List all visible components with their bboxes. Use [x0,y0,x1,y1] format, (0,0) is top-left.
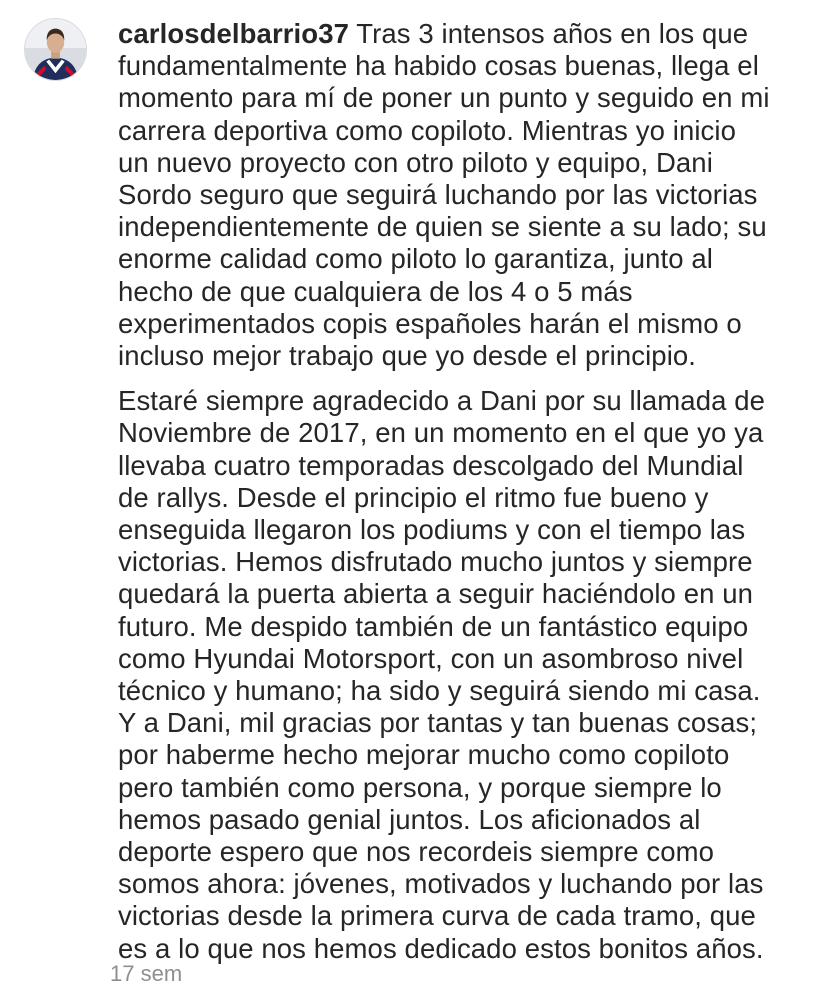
caption-line: fundamentalmente ha habido cosas buenas, llega el [118,50,759,82]
caption-line: Sordo seguro que seguirá luchando por las victorias [118,179,758,211]
caption-line: deporte espero que nos recordeis siempre como [118,836,715,868]
caption-line [118,18,808,50]
caption-line: Y a Dani, mil gracias por tantas y tan buenas cosas; [118,707,758,739]
caption-line: un nuevo proyecto con otro piloto y equipo, Dani [118,146,713,178]
avatar[interactable] [24,18,87,81]
caption-line: experimentados copis españoles harán el mismo o [118,307,742,339]
caption-line: es a lo que nos hemos dedicado estos bonitos años. [118,932,764,964]
caption-line: hecho de que cualquiera de los 4 o 5 más [118,275,633,307]
caption-line: victorias desde la primera curva de cada tramo, que [118,900,756,932]
username-link[interactable]: carlosdelbarrio37 [118,18,349,49]
caption-line: momento para mí de poner un punto y seguido en mi [118,82,770,114]
caption-line: futuro. Me despido también de un fantástico equipo [118,610,749,642]
caption-line: carrera deportiva como copiloto. Mientras yo inicio [118,114,737,146]
caption-line: independientemente de quien se siente a su lado; su [118,211,767,243]
caption-line: hemos pasado genial juntos. Los aficionados al [118,803,701,835]
caption-line: enseguida llegaron los podiums y con el tiempo las [118,514,746,546]
caption-line: quedará la puerta abierta a seguir haciéndolo en un [118,578,754,610]
caption-line-text: Tras 3 intensos años en los que [348,18,749,49]
caption-line: enorme calidad como piloto lo garantiza, junto al [118,243,713,275]
caption-line: técnico y humano; ha sido y seguirá siendo mi casa. [118,675,761,707]
caption-paragraph-2 [118,385,808,965]
post-timestamp: 17 sem [110,961,183,986]
profile-photo-icon [25,19,86,80]
caption-line: incluso mejor trabajo que yo desde el principio. [118,340,697,372]
caption-paragraph-1 [118,18,808,372]
caption-line: Noviembre de 2017, en un momento en el que yo ya [118,417,764,449]
caption-line: como Hyundai Motorsport, con un asombroso nivel [118,642,744,674]
caption-line: llevaba cuatro temporadas descolgado del Mundial [118,449,744,481]
caption-line: de rallys. Desde el principio el ritmo fue bueno y [118,481,709,513]
caption-line: victorias. Hemos disfrutado mucho juntos y siempre [118,546,753,578]
caption-text [118,18,808,965]
caption-line: pero también como persona, y porque siempre lo [118,771,722,803]
caption-line: por haberme hecho mejorar mucho como copiloto [118,739,730,771]
caption-line: somos ahora: jóvenes, motivados y luchando por las [118,868,764,900]
caption-line: Estaré siempre agradecido a Dani por su llamada de [118,385,766,417]
